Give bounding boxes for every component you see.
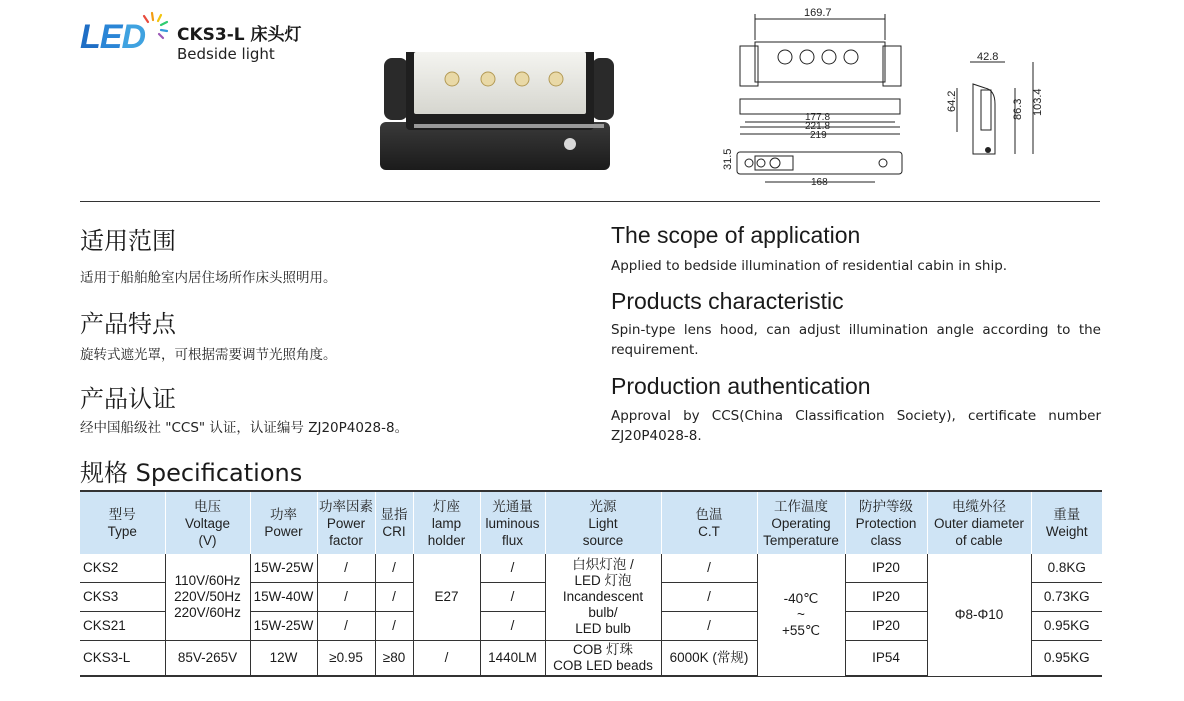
cell-ct: / [661,612,757,641]
cell-ct: / [661,583,757,612]
dim-label: 219 [810,130,827,141]
cell-light-source-group: 白炽灯泡 / LED 灯泡 Incandescent bulb/ LED bulb [545,554,661,641]
header-protection-class: 防护等级 Protection class [845,491,927,554]
cell-ip: IP20 [845,583,927,612]
header-luminous-flux: 光通量 luminous flux [480,491,545,554]
cell-voltage: 85V-265V [165,641,250,677]
dim-label: 169.7 [804,7,832,19]
dim-label: 221.8 [805,121,831,132]
dimension-drawing [715,4,1060,189]
dim-label: 177.8 [805,112,831,123]
cell-cri: / [375,612,413,641]
scope-en-title: The scope of application [611,222,861,248]
scope-cn-title: 适用范围 [80,227,176,255]
cell-type: CKS3-L [80,641,165,677]
cell-lamp-holder-group: E27 [413,554,480,641]
cell-cri: ≥80 [375,641,413,677]
header-cable-diameter: 电缆外径 Outer diameter of cable [927,491,1031,554]
cell-voltage-group: 110V/60Hz 220V/50Hz 220V/60Hz [165,554,250,641]
cell-lamp-holder: / [413,641,480,677]
product-name: Bedside light [177,45,275,63]
cell-type: CKS2 [80,554,165,583]
auth-cn-text: 经中国船级社 "CCS" 认证，认证编号 ZJ20P4028-8。 [80,420,409,436]
cell-light-source: COB 灯珠 COB LED beads [545,641,661,677]
cell-cri: / [375,554,413,583]
header-power: 功率 Power [250,491,317,554]
header-power-factor: 功率因素 Power factor [317,491,375,554]
led-logo [80,18,145,57]
lamp-product-image [380,52,620,177]
cell-ct: / [661,554,757,583]
dim-label: 103.4 [1032,88,1044,116]
cell-ip: IP20 [845,612,927,641]
cell-ip: IP20 [845,554,927,583]
auth-en-title: Production authentication [611,373,871,399]
header-cri: 显指 CRI [375,491,413,554]
cell-flux: / [480,612,545,641]
cell-weight: 0.8KG [1031,554,1102,583]
auth-cn-title: 产品认证 [80,385,176,413]
table-header-row [80,491,1102,554]
logo-letter-d: D [121,18,146,56]
cell-weight: 0.73KG [1031,583,1102,612]
cell-weight: 0.95KG [1031,612,1102,641]
dim-label: 86.3 [1012,98,1024,120]
header-light-source: 光源 Light source [545,491,661,554]
cell-type: CKS3 [80,583,165,612]
logo-rays-icon [140,10,170,40]
cell-flux: 1440LM [480,641,545,677]
header-lamp-holder: 灯座 lamp holder [413,491,480,554]
header-voltage: 电压 Voltage (V) [165,491,250,554]
dim-label: 31.5 [722,148,734,170]
cell-power: 15W-40W [250,583,317,612]
scope-en-text: Applied to bedside illumination of residential cabin in ship. [611,258,1008,274]
dim-label: 42.8 [977,51,999,63]
char-cn-text: 旋转式遮光罩，可根据需要调节光照角度。 [80,347,337,363]
header-type: 型号 Type [80,491,165,554]
auth-en-text: Approval by CCS(China Classification Society), certificate number ZJ20P4028-8. [611,408,1101,444]
cell-ip: IP54 [845,641,927,677]
cell-power-factor: / [317,554,375,583]
logo-letter-l: L [80,18,100,56]
cell-type: CKS21 [80,612,165,641]
spec-title: 规格 Specifications [80,459,303,487]
dim-label: 64.2 [946,90,958,112]
product-code: CKS3-L 床头灯 [177,25,302,45]
char-en-title: Products characteristic [611,288,844,314]
scope-cn-text: 适用于船舶舱室内居住场所作床头照明用。 [80,270,337,286]
cell-power-factor: ≥0.95 [317,641,375,677]
cell-cable-group: Φ8-Φ10 [927,554,1031,676]
cell-power-factor: / [317,583,375,612]
dim-label: 168 [811,177,828,188]
cell-flux: / [480,583,545,612]
table-row [80,554,1102,583]
char-en-text: Spin-type lens hood, can adjust illumination angle according to the requirement. [611,322,1101,358]
cell-ct: 6000K (常规) [661,641,757,677]
cell-cri: / [375,583,413,612]
specifications-table [80,490,1102,677]
cell-weight: 0.95KG [1031,641,1102,677]
header-operating-temperature: 工作温度 Operating Temperature [757,491,845,554]
cell-power: 15W-25W [250,612,317,641]
cell-power: 15W-25W [250,554,317,583]
char-cn-title: 产品特点 [80,310,176,338]
cell-temperature-group: -40℃ ~ +55℃ [757,554,845,676]
header-color-temperature: 色温 C.T [661,491,757,554]
header-divider [80,201,1100,202]
cell-power-factor: / [317,612,375,641]
logo-letter-e: E [99,18,122,56]
cell-flux: / [480,554,545,583]
cell-power: 12W [250,641,317,677]
header-weight: 重量 Weight [1031,491,1102,554]
